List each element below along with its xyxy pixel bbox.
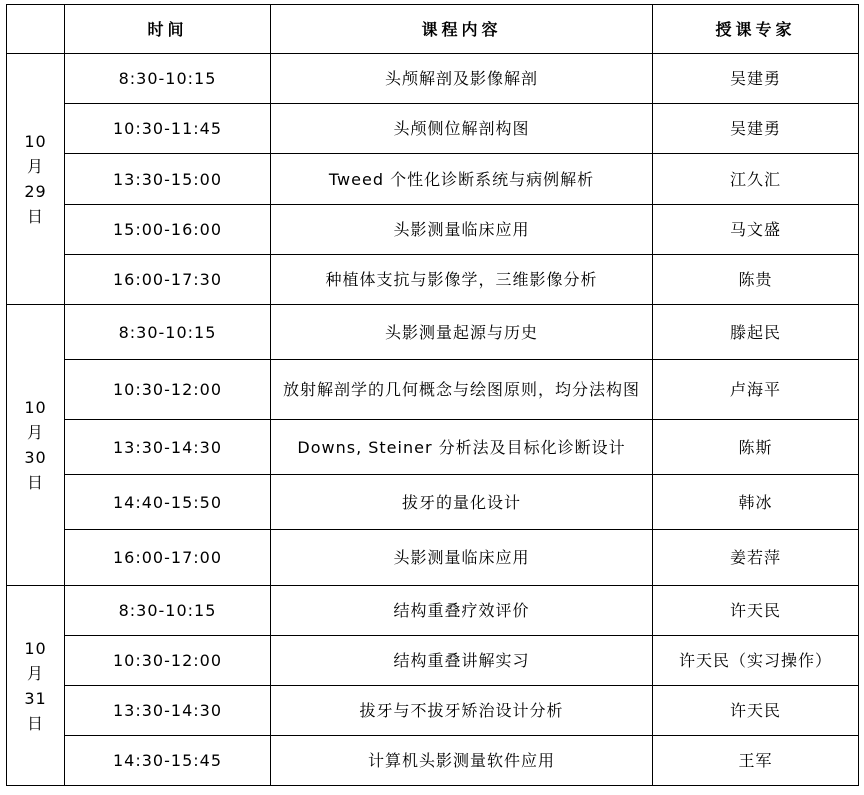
expert-cell: 吴建勇	[653, 54, 859, 104]
table-row	[7, 104, 859, 154]
date-part: 月	[26, 423, 44, 442]
content-cell: 计算机头影测量软件应用	[271, 736, 653, 786]
date-part: 10	[24, 638, 47, 658]
table-row	[7, 255, 859, 305]
header-expert: 授课专家	[653, 5, 859, 54]
date-part: 30	[24, 448, 47, 467]
date-cell-day3	[7, 586, 65, 786]
expert-cell: 韩冰	[653, 475, 859, 530]
date-part: 日	[26, 713, 44, 733]
expert-cell: 陈贵	[653, 255, 859, 305]
expert-cell: 陈斯	[653, 420, 859, 475]
table-row	[7, 205, 859, 255]
date-part: 10	[24, 132, 47, 151]
header-date	[7, 5, 65, 54]
content-cell: 拔牙与不拔牙矫治设计分析	[271, 686, 653, 736]
table-row	[7, 54, 859, 104]
course-schedule-table	[6, 4, 859, 786]
header-content: 课程内容	[271, 5, 653, 54]
date-cell-day2	[7, 305, 65, 586]
content-cell: 头影测量临床应用	[271, 530, 653, 586]
date-part: 日	[26, 473, 44, 492]
date-part: 29	[24, 182, 47, 201]
date-part: 月	[26, 157, 44, 176]
time-cell: 14:30-15:45	[65, 736, 271, 786]
time-cell: 10:30-12:00	[65, 636, 271, 686]
time-cell: 16:00-17:00	[65, 530, 271, 586]
content-cell: 种植体支抗与影像学，三维影像分析	[271, 255, 653, 305]
table-row	[7, 305, 859, 360]
time-cell: 13:30-15:00	[65, 154, 271, 205]
expert-cell: 江久汇	[653, 154, 859, 205]
expert-cell: 许天民	[653, 686, 859, 736]
date-part: 日	[26, 207, 44, 226]
time-cell: 8:30-10:15	[65, 586, 271, 636]
table-row	[7, 636, 859, 686]
expert-cell: 马文盛	[653, 205, 859, 255]
expert-cell: 姜若萍	[653, 530, 859, 586]
content-cell: 拔牙的量化设计	[271, 475, 653, 530]
content-cell: 头影测量临床应用	[271, 205, 653, 255]
expert-cell: 许天民（实习操作）	[653, 636, 859, 686]
expert-cell: 许天民	[653, 586, 859, 636]
content-cell: 放射解剖学的几何概念与绘图原则，均分法构图	[271, 360, 653, 420]
date-part: 10	[24, 398, 47, 417]
time-cell: 10:30-11:45	[65, 104, 271, 154]
content-cell: Downs, Steiner 分析法及目标化诊断设计	[271, 420, 653, 475]
content-cell: 头影测量起源与历史	[271, 305, 653, 360]
expert-cell: 滕起民	[653, 305, 859, 360]
table-row	[7, 154, 859, 205]
table-row	[7, 736, 859, 786]
header-row	[7, 5, 859, 54]
table-row	[7, 530, 859, 586]
content-cell: 头颅解剖及影像解剖	[271, 54, 653, 104]
time-cell: 10:30-12:00	[65, 360, 271, 420]
expert-cell: 吴建勇	[653, 104, 859, 154]
time-cell: 13:30-14:30	[65, 420, 271, 475]
time-cell: 13:30-14:30	[65, 686, 271, 736]
table-row	[7, 686, 859, 736]
table-row	[7, 586, 859, 636]
content-cell: 结构重叠疗效评价	[271, 586, 653, 636]
table-row	[7, 420, 859, 475]
content-cell: Tweed 个性化诊断系统与病例解析	[271, 154, 653, 205]
expert-cell: 王军	[653, 736, 859, 786]
content-cell: 头颅侧位解剖构图	[271, 104, 653, 154]
date-part: 月	[26, 663, 44, 683]
header-time: 时间	[65, 5, 271, 54]
date-cell-day1	[7, 54, 65, 305]
expert-cell: 卢海平	[653, 360, 859, 420]
table-row	[7, 360, 859, 420]
time-cell: 15:00-16:00	[65, 205, 271, 255]
content-cell: 结构重叠讲解实习	[271, 636, 653, 686]
time-cell: 16:00-17:30	[65, 255, 271, 305]
table-row	[7, 475, 859, 530]
time-cell: 8:30-10:15	[65, 54, 271, 104]
time-cell: 8:30-10:15	[65, 305, 271, 360]
time-cell: 14:40-15:50	[65, 475, 271, 530]
date-part: 31	[24, 688, 47, 708]
